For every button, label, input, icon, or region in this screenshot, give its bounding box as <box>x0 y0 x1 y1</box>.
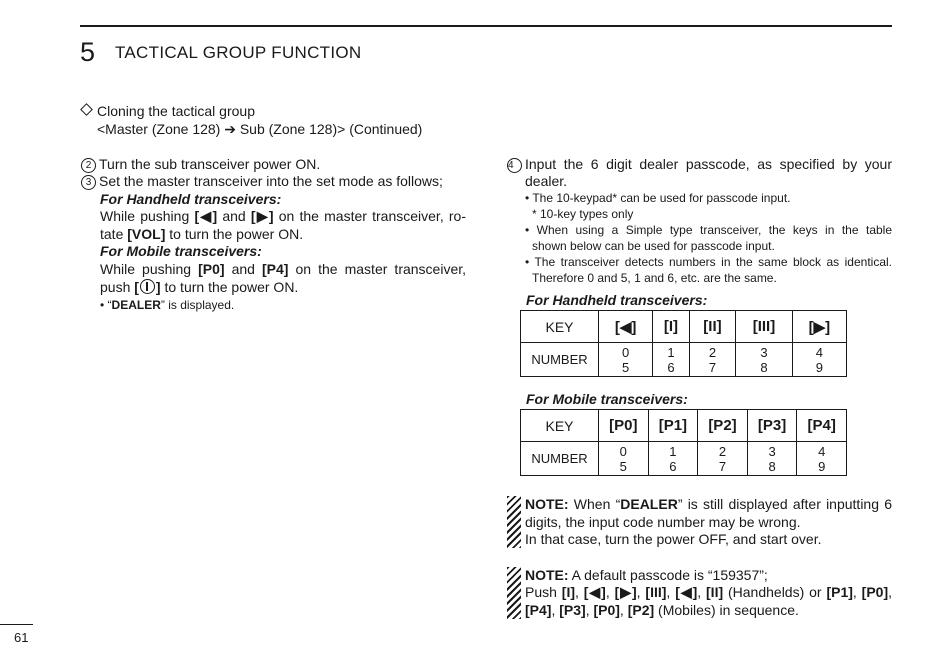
note1-line1: NOTE: When “DEALER” is still displayed after inputting 6 <box>525 496 893 512</box>
key-cell: [I] <box>653 311 690 343</box>
step-4-line1: 4 Input the 6 digit dealer passcode, as specified by your <box>508 156 892 172</box>
bullet-simple-type-line1: • When using a Simple type transceiver, the keys in the table <box>525 223 892 237</box>
step-number-icon: 4 <box>507 158 522 173</box>
number-cell: 3 8 <box>736 343 793 377</box>
number-cell: 2 7 <box>698 442 748 476</box>
step-3: 3 Set the master transceiver into the set mode as follows; <box>81 173 443 190</box>
key-cell: [P2] <box>698 410 748 442</box>
table-row <box>521 343 847 377</box>
chapter-title: TACTICAL GROUP FUNCTION <box>115 43 362 62</box>
number-header: NUMBER <box>521 343 599 377</box>
key-cell: [P3] <box>747 410 797 442</box>
note-hatch-icon <box>507 496 521 548</box>
bullet-simple-type-line2: shown below can be used for passcode input. <box>532 239 775 253</box>
bullet-10-keypad-note: * 10-key types only <box>532 207 634 221</box>
step-4-line2: dealer. <box>525 173 568 189</box>
key-cell: [P1] <box>648 410 698 442</box>
note-hatch-icon <box>507 567 521 619</box>
mobile-instruction-line2: push [ ] to turn the power ON. <box>100 279 299 295</box>
page-number-rule <box>0 624 33 625</box>
mobile-instruction-line1: While pushing [P0] and [P4] on the master transceiver, <box>100 261 467 277</box>
step-number-icon: 2 <box>81 158 96 173</box>
power-icon <box>140 279 155 294</box>
bullet-same-block-line2: Therefore 0 and 5, 1 and 6, etc. are the same. <box>532 271 777 285</box>
handheld-instruction-line1: While pushing [◀] and [▶] on the master transceiver, ro- <box>100 208 467 224</box>
header-rule <box>80 25 892 27</box>
key-header: KEY <box>521 311 599 343</box>
handheld-table-title: For Handheld transceivers: <box>526 292 708 308</box>
key-cell: [P0] <box>599 410 649 442</box>
number-cell: 3 8 <box>747 442 797 476</box>
chapter-number: 5 <box>80 37 96 67</box>
number-cell: 4 9 <box>792 343 846 377</box>
key-cell: [P4] <box>797 410 847 442</box>
table-row <box>521 442 847 476</box>
key-cell: [▶] <box>792 311 846 343</box>
mobile-key-table <box>520 409 847 476</box>
key-cell: [◀] <box>599 311 653 343</box>
number-cell: 1 6 <box>653 343 690 377</box>
number-cell: 0 5 <box>599 343 653 377</box>
mobile-heading: For Mobile transceivers: <box>100 243 262 259</box>
key-cell: [III] <box>736 311 793 343</box>
mobile-table-title: For Mobile transceivers: <box>526 391 688 407</box>
number-cell: 2 7 <box>689 343 736 377</box>
note2-line3: [P4], [P3], [P0], [P2] (Mobiles) in sequence. <box>525 602 799 618</box>
diamond-icon <box>80 103 93 116</box>
step-number-icon: 3 <box>81 175 96 190</box>
number-cell: 0 5 <box>599 442 649 476</box>
table-row <box>521 410 847 442</box>
section-title: Cloning the tactical group <box>80 103 255 120</box>
bullet-10-keypad: • The 10-keypad* can be used for passcode input. <box>525 191 791 205</box>
number-header: NUMBER <box>521 442 599 476</box>
note2-line1: NOTE: A default passcode is “159357”; <box>525 567 768 583</box>
step-2: 2 Turn the sub transceiver power ON. <box>81 156 320 173</box>
key-cell: [II] <box>689 311 736 343</box>
note1-line3: In that case, turn the power OFF, and start over. <box>525 531 822 547</box>
note2-line2: Push [I], [◀], [▶], [III], [◀], [II] (Handhelds) or [P1], [P0], <box>525 584 893 600</box>
handheld-key-table <box>520 310 847 377</box>
number-cell: 4 9 <box>797 442 847 476</box>
key-header: KEY <box>521 410 599 442</box>
dealer-displayed-note: • “DEALER” is displayed. <box>100 298 235 312</box>
section-subtitle: <Master (Zone 128) ➔ Sub (Zone 128)> (Continued) <box>97 121 423 137</box>
handheld-instruction-line2: tate [VOL] to turn the power ON. <box>100 226 304 242</box>
handheld-heading: For Handheld transceivers: <box>100 191 282 207</box>
table-row <box>521 311 847 343</box>
number-cell: 1 6 <box>648 442 698 476</box>
page-number: 61 <box>14 630 29 645</box>
note1-line2: digits, the input code number may be wrong. <box>525 514 801 530</box>
bullet-same-block-line1: • The transceiver detects numbers in the same block as identical. <box>525 255 892 269</box>
